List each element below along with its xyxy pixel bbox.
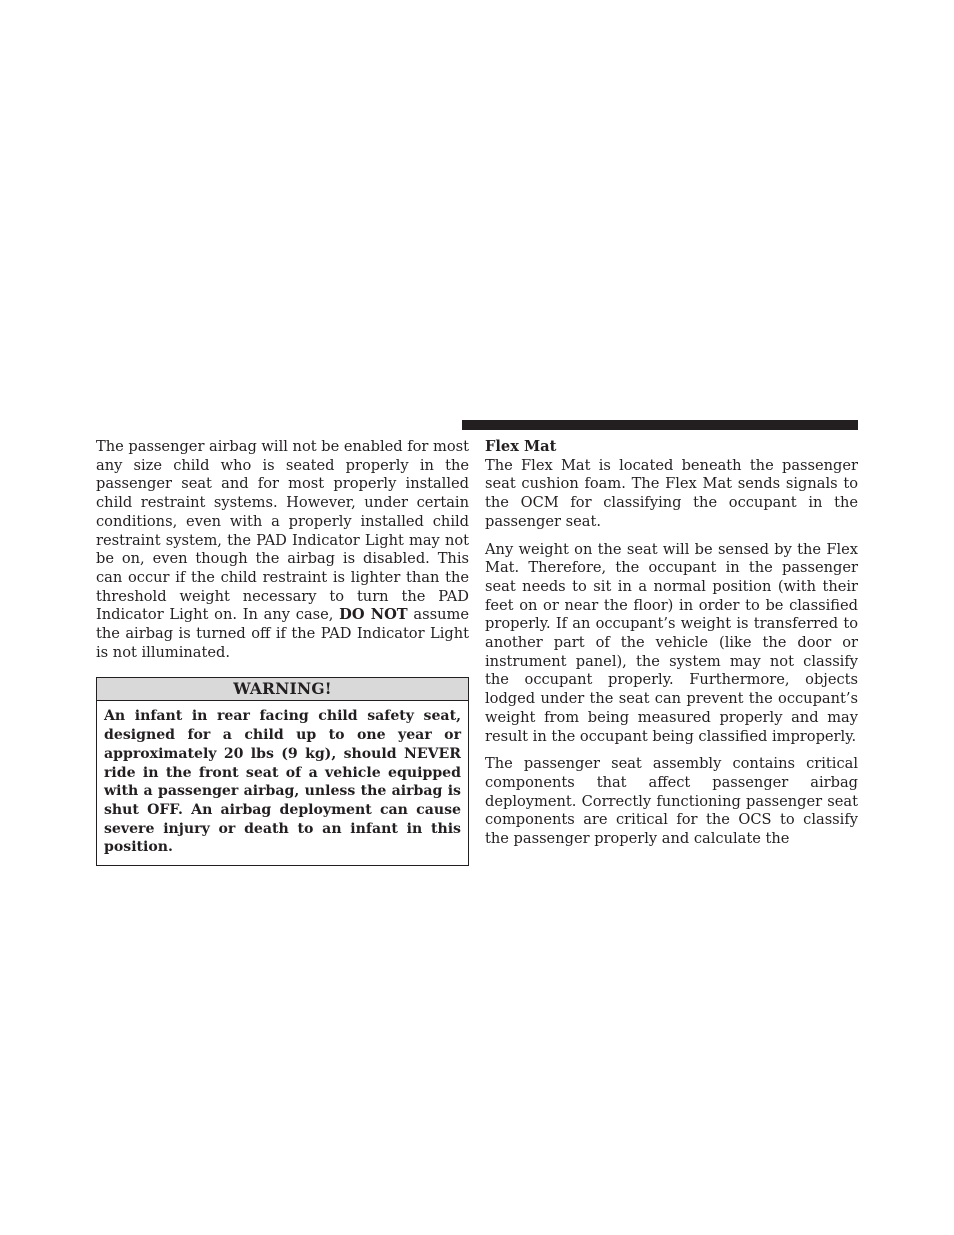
warning-title: WARNING! — [97, 678, 468, 701]
pad-paragraph-text-1: The passenger airbag will not be enabled for most any size child who is seated properly in the passenger seat and for most properly installed child restraint systems. However, under certain conditions, even with a properly installed child restraint system, the PAD Indicator Light may not be on, even though the airbag is disabled. This can occur if the child restraint is lighter than the threshold weight necessary to turn the PAD Indicator Light on. In any case, — [96, 438, 470, 624]
flex-mat-paragraph-2: Any weight on the seat will be sensed by the Flex Mat. Therefore, the occupant in the passenger seat needs to sit in a normal position (with their feet on or near the floor) in order to be classified properly. If an occupant’s weight is transferred to another part of the vehicle (like the door or instrument panel), the system may not classify the occupant properly. Furthermore, objects lodged under the seat can prevent the occupant’s weight from being measured properly and may result in the occupant being classified improperly. — [485, 540, 858, 745]
flex-mat-paragraph-1: The Flex Mat is located beneath the passenger seat cushion foam. The Flex Mat sends signals to the OCM for classifying the occupant in the passenger seat. — [485, 456, 858, 530]
section-rule-bar — [462, 420, 858, 430]
right-column — [485, 438, 858, 849]
pad-paragraph-text-2: assume the airbag is turned off if the PAD Indicator Light is not illuminated. — [96, 606, 469, 661]
do-not-emphasis: DO NOT — [339, 606, 408, 624]
warning-body: An infant in rear facing child safety seat, designed for a child up to one year or approximately 20 lbs (9 kg), should NEVER ride in the front seat of a vehicle equipped with a passenger airbag, unless the airbag is shut OFF. An airbag deployment can cause severe injury or death to an infant in this position. — [104, 708, 461, 856]
warning-box — [96, 677, 469, 866]
flex-mat-heading: Flex Mat — [485, 438, 557, 455]
flex-mat-paragraph-3: The passenger seat assembly contains critical components that affect passenger airbag deployment. Correctly functioning passenger seat components are critical for the OCS to classify the passenger properly and calculate the — [485, 755, 858, 848]
pad-indicator-paragraph — [96, 438, 469, 662]
left-column — [96, 438, 469, 866]
